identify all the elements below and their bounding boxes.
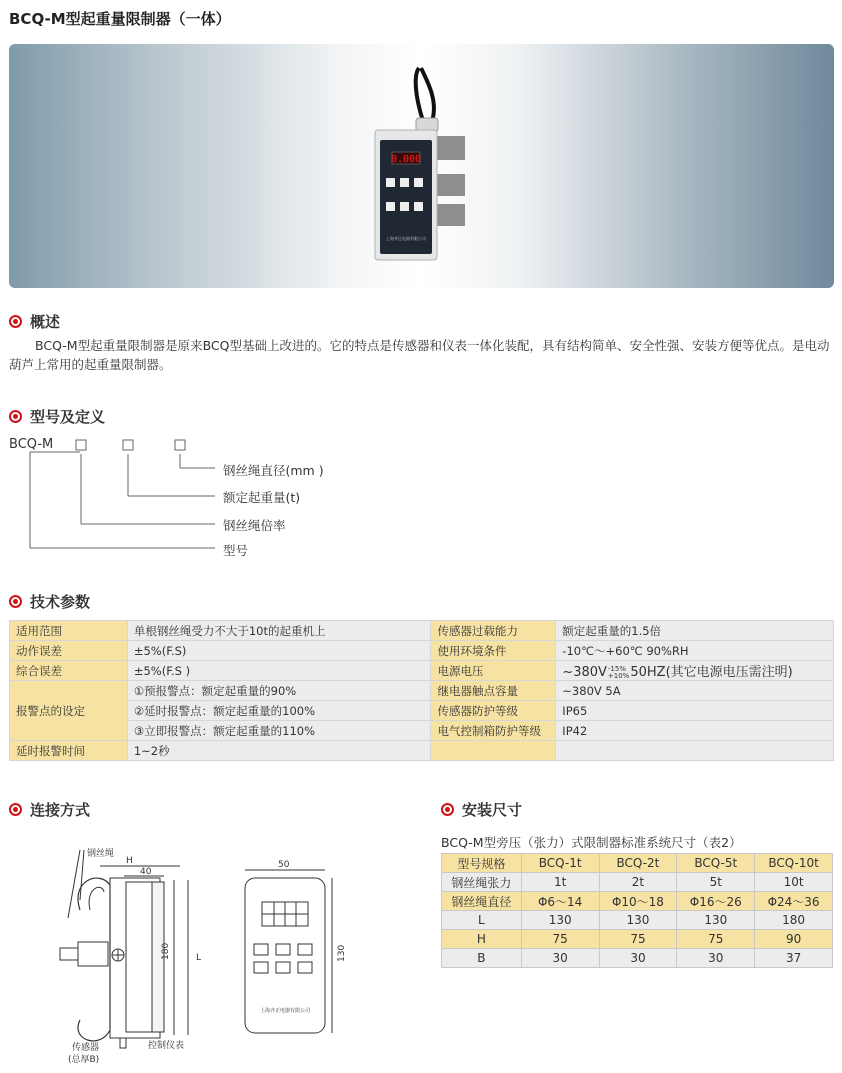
spec-value-voltage xyxy=(556,661,834,681)
label-sensor: 传感器 xyxy=(72,1043,100,1053)
spec-value: ±5%(F.S ) xyxy=(127,661,431,681)
voltage-value: ~380V xyxy=(562,665,607,680)
header-cell: BCQ-5t xyxy=(677,854,755,873)
section-title: 概述 xyxy=(30,313,61,331)
def-rope-ratio: 钢丝绳倍率 xyxy=(223,518,286,533)
bullet-icon xyxy=(9,803,22,816)
section-overview-heading xyxy=(9,311,60,332)
cell: Φ24～36 xyxy=(755,892,833,911)
spec-label: 延时报警时间 xyxy=(10,741,128,761)
spec-label: 使用环境条件 xyxy=(431,641,556,661)
label-wire-rope: 钢丝绳 xyxy=(87,849,115,859)
section-install-heading xyxy=(441,799,522,820)
cell: 30 xyxy=(521,949,599,968)
spec-label: 电源电压 xyxy=(431,661,556,681)
header-cell: BCQ-10t xyxy=(755,854,833,873)
spec-value: 1~2秒 xyxy=(127,741,431,761)
spec-value: 单根钢丝绳受力不大于10t的起重机上 xyxy=(127,621,431,641)
bullet-icon xyxy=(441,803,454,816)
label-control: 控制仪表 xyxy=(148,1041,185,1051)
table-header-row xyxy=(442,854,833,873)
section-title: 型号及定义 xyxy=(30,408,106,426)
table-row xyxy=(10,701,834,721)
def-rated-load: 额定起重量(t) xyxy=(223,490,301,505)
voltage-tolerance-minus: -15% xyxy=(607,664,626,673)
cell: 75 xyxy=(599,930,677,949)
label-H: H xyxy=(126,856,133,866)
spec-value xyxy=(556,741,834,761)
spec-table xyxy=(9,620,834,761)
label-180: 180 xyxy=(161,942,171,960)
cell: 90 xyxy=(755,930,833,949)
spec-label xyxy=(431,741,556,761)
label-L: L xyxy=(196,953,202,963)
cell: L xyxy=(442,911,522,930)
spec-label: 传感器防护等级 xyxy=(431,701,556,721)
cell: 180 xyxy=(755,911,833,930)
cell: 1t xyxy=(521,873,599,892)
cell: 75 xyxy=(677,930,755,949)
device-display: 0.000 xyxy=(390,154,422,165)
cell: 钢丝绳张力 xyxy=(442,873,522,892)
cell: H xyxy=(442,930,522,949)
table-row xyxy=(10,681,834,701)
cell: 10t xyxy=(755,873,833,892)
section-title: 连接方式 xyxy=(30,801,91,819)
spec-label: 适用范围 xyxy=(10,621,128,641)
model-definition-diagram xyxy=(0,430,360,560)
overview-text: BCQ-M型起重量限制器是原来BCQ型基础上改进的。它的特点是传感器和仪表一体化装配，具有结构简单、安全性强、安装方便等优点。是电动葫芦上常用的起重量限制器。 xyxy=(9,338,830,372)
cell: Φ10～18 xyxy=(599,892,677,911)
table-row xyxy=(442,873,833,892)
device-maker: 上海齐正电器有限公司 xyxy=(386,236,426,241)
spec-label: 电气控制箱防护等级 xyxy=(431,721,556,741)
header-cell: BCQ-1t xyxy=(521,854,599,873)
section-model-heading xyxy=(9,406,105,427)
spec-label: 传感器过载能力 xyxy=(431,621,556,641)
spec-value: ①预报警点：额定起重量的90% xyxy=(127,681,431,701)
spec-label: 继电器触点容量 xyxy=(431,681,556,701)
spec-label: 报警点的设定 xyxy=(10,681,128,741)
cell: 130 xyxy=(677,911,755,930)
table-row xyxy=(442,949,833,968)
label-130: 130 xyxy=(337,944,347,962)
cell: 5t xyxy=(677,873,755,892)
section-tech-heading xyxy=(9,591,90,612)
table-row xyxy=(10,641,834,661)
cell: 30 xyxy=(677,949,755,968)
cell: 钢丝绳直径 xyxy=(442,892,522,911)
cell: Φ6～14 xyxy=(521,892,599,911)
spec-value: ③立即报警点：额定起重量的110% xyxy=(127,721,431,741)
cell: 130 xyxy=(521,911,599,930)
spec-label: 动作误差 xyxy=(10,641,128,661)
bullet-icon xyxy=(9,595,22,608)
connection-drawing xyxy=(40,840,410,1068)
section-title: 技术参数 xyxy=(30,593,91,611)
voltage-frequency: 50HZ(其它电源电压需注明) xyxy=(630,665,793,680)
spec-value: ±5%(F.S) xyxy=(127,641,431,661)
dim-caption: BCQ-M型旁压（张力）式限制器标准系统尺寸（表2） xyxy=(441,835,742,850)
dim-table xyxy=(441,853,833,968)
spec-value: ②延时报警点：额定起重量的100% xyxy=(127,701,431,721)
def-rope-diameter: 钢丝绳直径(mm ) xyxy=(223,463,324,478)
table-row xyxy=(442,930,833,949)
section-connection-heading xyxy=(9,799,90,820)
model-code: BCQ-M xyxy=(9,437,54,452)
table-row xyxy=(442,911,833,930)
cell: 30 xyxy=(599,949,677,968)
table-row xyxy=(10,661,834,681)
product-image xyxy=(9,44,834,288)
table-row xyxy=(10,621,834,641)
cell: Φ16～26 xyxy=(677,892,755,911)
cell: 130 xyxy=(599,911,677,930)
section-title: 安装尺寸 xyxy=(462,801,523,819)
spec-label: 综合误差 xyxy=(10,661,128,681)
spec-value: IP42 xyxy=(556,721,834,741)
def-model: 型号 xyxy=(223,543,249,558)
header-cell: BCQ-2t xyxy=(599,854,677,873)
cell: B xyxy=(442,949,522,968)
label-total-thickness: (总厚B) xyxy=(68,1055,100,1065)
spec-value: -10℃～+60℃ 90%RH xyxy=(556,641,834,661)
spec-value: 额定起重量的1.5倍 xyxy=(556,621,834,641)
product-banner xyxy=(9,44,834,288)
page-title: BCQ-M型起重量限制器（一体） xyxy=(9,10,231,28)
bullet-icon xyxy=(9,410,22,423)
panel-maker: 上海齐正电器有限公司 xyxy=(259,1008,311,1014)
label-40: 40 xyxy=(140,867,152,877)
bullet-icon xyxy=(9,315,22,328)
spec-value: ~380V 5A xyxy=(556,681,834,701)
table-row xyxy=(10,721,834,741)
header-cell: 型号规格 xyxy=(442,854,522,873)
spec-value: IP65 xyxy=(556,701,834,721)
label-50: 50 xyxy=(278,860,290,870)
table-row xyxy=(442,892,833,911)
voltage-tolerance-plus: +10% xyxy=(607,671,630,680)
cell: 37 xyxy=(755,949,833,968)
cell: 2t xyxy=(599,873,677,892)
cell: 75 xyxy=(521,930,599,949)
table-row xyxy=(10,741,834,761)
